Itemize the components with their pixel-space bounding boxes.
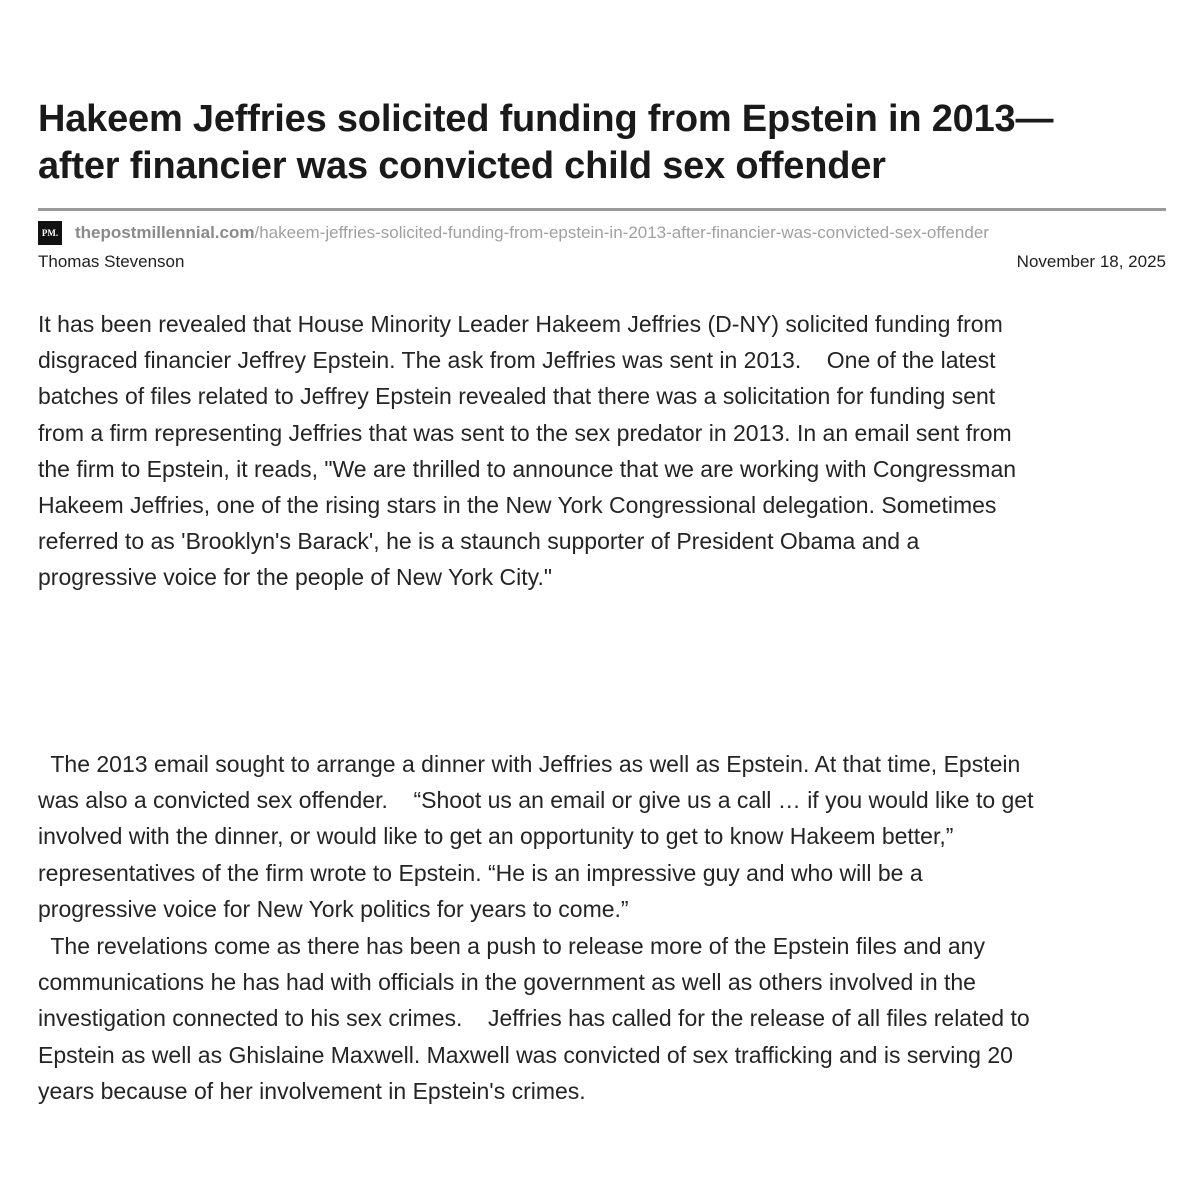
- paragraph-line: investigation connected to his sex crimes. Jeffries has called for the release of all files related to: [38, 1005, 1030, 1032]
- paragraph-line: batches of files related to Jeffrey Epstein revealed that there was a solicitation for funding sent: [38, 383, 996, 410]
- paragraph-line: from a firm representing Jeffries that was sent to the sex predator in 2013. In an email sent from: [38, 419, 1012, 446]
- source-link[interactable]: [38, 221, 1166, 245]
- article-headline: [38, 0, 1166, 190]
- article-paragraph: [38, 746, 1166, 927]
- publication-logo-icon: PM.: [38, 221, 62, 245]
- source-domain[interactable]: thepostmillennial.com: [75, 223, 255, 242]
- paragraph-line: disgraced financier Jeffrey Epstein. The ask from Jeffries was sent in 2013. One of the latest: [38, 347, 996, 374]
- paragraph-line: involved with the dinner, or would like to get an opportunity to get to know Hakeem better,”: [38, 823, 954, 850]
- paragraph-line: communications he has had with officials in the government as well as others involved in the: [38, 969, 976, 996]
- article-paragraph: [38, 306, 1166, 596]
- paragraph-line: progressive voice for the people of New York City.": [38, 564, 552, 591]
- article-paragraph: [38, 928, 1166, 1109]
- paragraph-line: years because of her involvement in Epstein's crimes.: [38, 1077, 586, 1104]
- publish-date: November 18, 2025: [1016, 252, 1166, 271]
- paragraph-line: Epstein as well as Ghislaine Maxwell. Maxwell was convicted of sex trafficking and is serving 20: [38, 1041, 1013, 1068]
- paragraph-line: was also a convicted sex offender. “Shoot us an email or give us a call … if you would like to get: [38, 787, 1034, 814]
- paragraph-line: the firm to Epstein, it reads, "We are thrilled to announce that we are working with Congressman: [38, 455, 1017, 482]
- paragraph-line: The revelations come as there has been a push to release more of the Epstein files and any: [38, 933, 985, 959]
- paragraph-line: The 2013 email sought to arrange a dinner with Jeffries as well as Epstein. At that time, Epstein: [38, 751, 1021, 777]
- paragraph-line: representatives of the firm wrote to Epstein. “He is an impressive guy and who will be a: [38, 859, 923, 886]
- header-divider: [38, 208, 1166, 211]
- headline-line: Hakeem Jeffries solicited funding from Epstein in 2013—: [38, 98, 1054, 140]
- source-path[interactable]: /hakeem-jeffries-solicited-funding-from-epstein-in-2013-after-financier-was-convicted-sex-offender: [254, 223, 989, 242]
- author-name: Thomas Stevenson: [38, 252, 185, 271]
- article-meta: [38, 251, 1166, 273]
- paragraph-line: It has been revealed that House Minority Leader Hakeem Jeffries (D-NY) solicited funding from: [38, 311, 1003, 337]
- headline-line: after financier was convicted child sex offender: [38, 145, 886, 187]
- article: [38, 0, 1166, 1104]
- paragraph-line: referred to as 'Brooklyn's Barack', he is a staunch supporter of President Obama and a: [38, 528, 920, 555]
- paragraph-line: Hakeem Jeffries, one of the rising stars in the New York Congressional delegation. Sometimes: [38, 492, 997, 519]
- paragraph-line: progressive voice for New York politics for years to come.”: [38, 895, 629, 922]
